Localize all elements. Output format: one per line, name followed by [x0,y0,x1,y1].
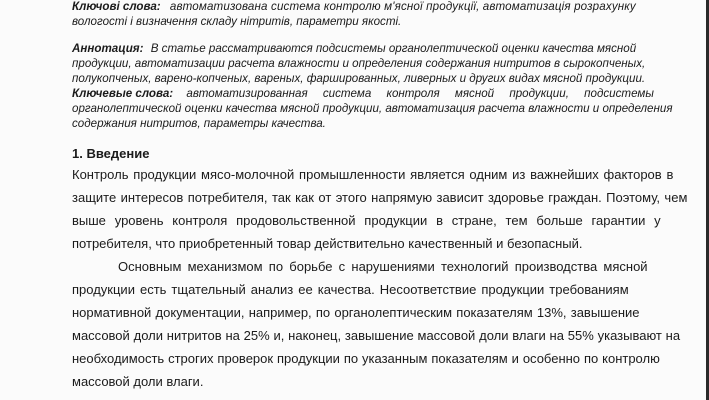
annotation-ru-text-3: полукопченых, варено-копченых, вареных, фаршированных, ливерных и других видах мясной продукции. [72,72,646,85]
keywords-ru-label: Ключевые слова: [72,87,174,100]
para2-line-1: Основным механизмом по борьбе с нарушениями технологий производства мясной [118,259,648,274]
keywords-ua-text-2: вологості і визначення складу нітритів, параметри якості. [72,15,402,28]
keywords-ru-text-1: автоматизированная система контроля мясной продукции, подсистемы [186,87,654,100]
section-heading: 1. Введение [72,146,150,161]
keywords-ua-line-1 [72,0,636,13]
para2-line-6: массовой доли влаги. [72,374,204,389]
keywords-ua-text-1: автоматизована система контролю м'ясної продукції, автоматизація розрахунку [169,0,636,13]
keywords-ua-label: Ключові слова: [72,0,161,13]
para1-line-4: потребителя, что приобретенный товар действительно качественный и безопасный. [72,236,583,251]
annotation-ru-text-2: продукции, автоматизации расчета влажности и определения содержания нитритов в сырокопченых, [72,57,646,70]
para2-line-4: массовой доли нитритов на 25% и, наконец, завышение массовой доли влаги на 55% указывают на [72,328,681,343]
annotation-ru-line-1 [72,42,636,55]
keywords-ru-text-2: органолептической оценки качества мясной продукции, автоматизация расчета влажности и определения [72,102,673,115]
annotation-ru-text-1: В статье рассматриваются подсистемы органолептической оценки качества мясной [150,42,637,55]
para2-line-5: необходимость строгих проверок продукции по указанным показателям и особенно по контролю [72,351,660,366]
para2-line-2: продукции есть тщательный анализ ее качества. Несоответствие продукции требованиям [72,282,629,297]
para1-line-2: защите интересов потребителя, так как от этого напрямую зависит здоровье граждан. Поэтому, чем [72,190,688,205]
keywords-ru-text-3: содержания нитритов, параметры качества. [72,117,326,130]
para1-line-1: Контроль продукции мясо-молочной промышленности является одним из важнейших факторов в [72,167,674,182]
para1-line-3: выше уровень контроля продовольственной продукции в стране, тем больше гарантии у [72,213,661,228]
keywords-ru-line-1 [72,87,654,100]
para2-line-3: нормативной документации, например, по органолептическим показателям 13%, завышение [72,305,640,320]
annotation-ru-label: Аннотация: [72,42,144,55]
